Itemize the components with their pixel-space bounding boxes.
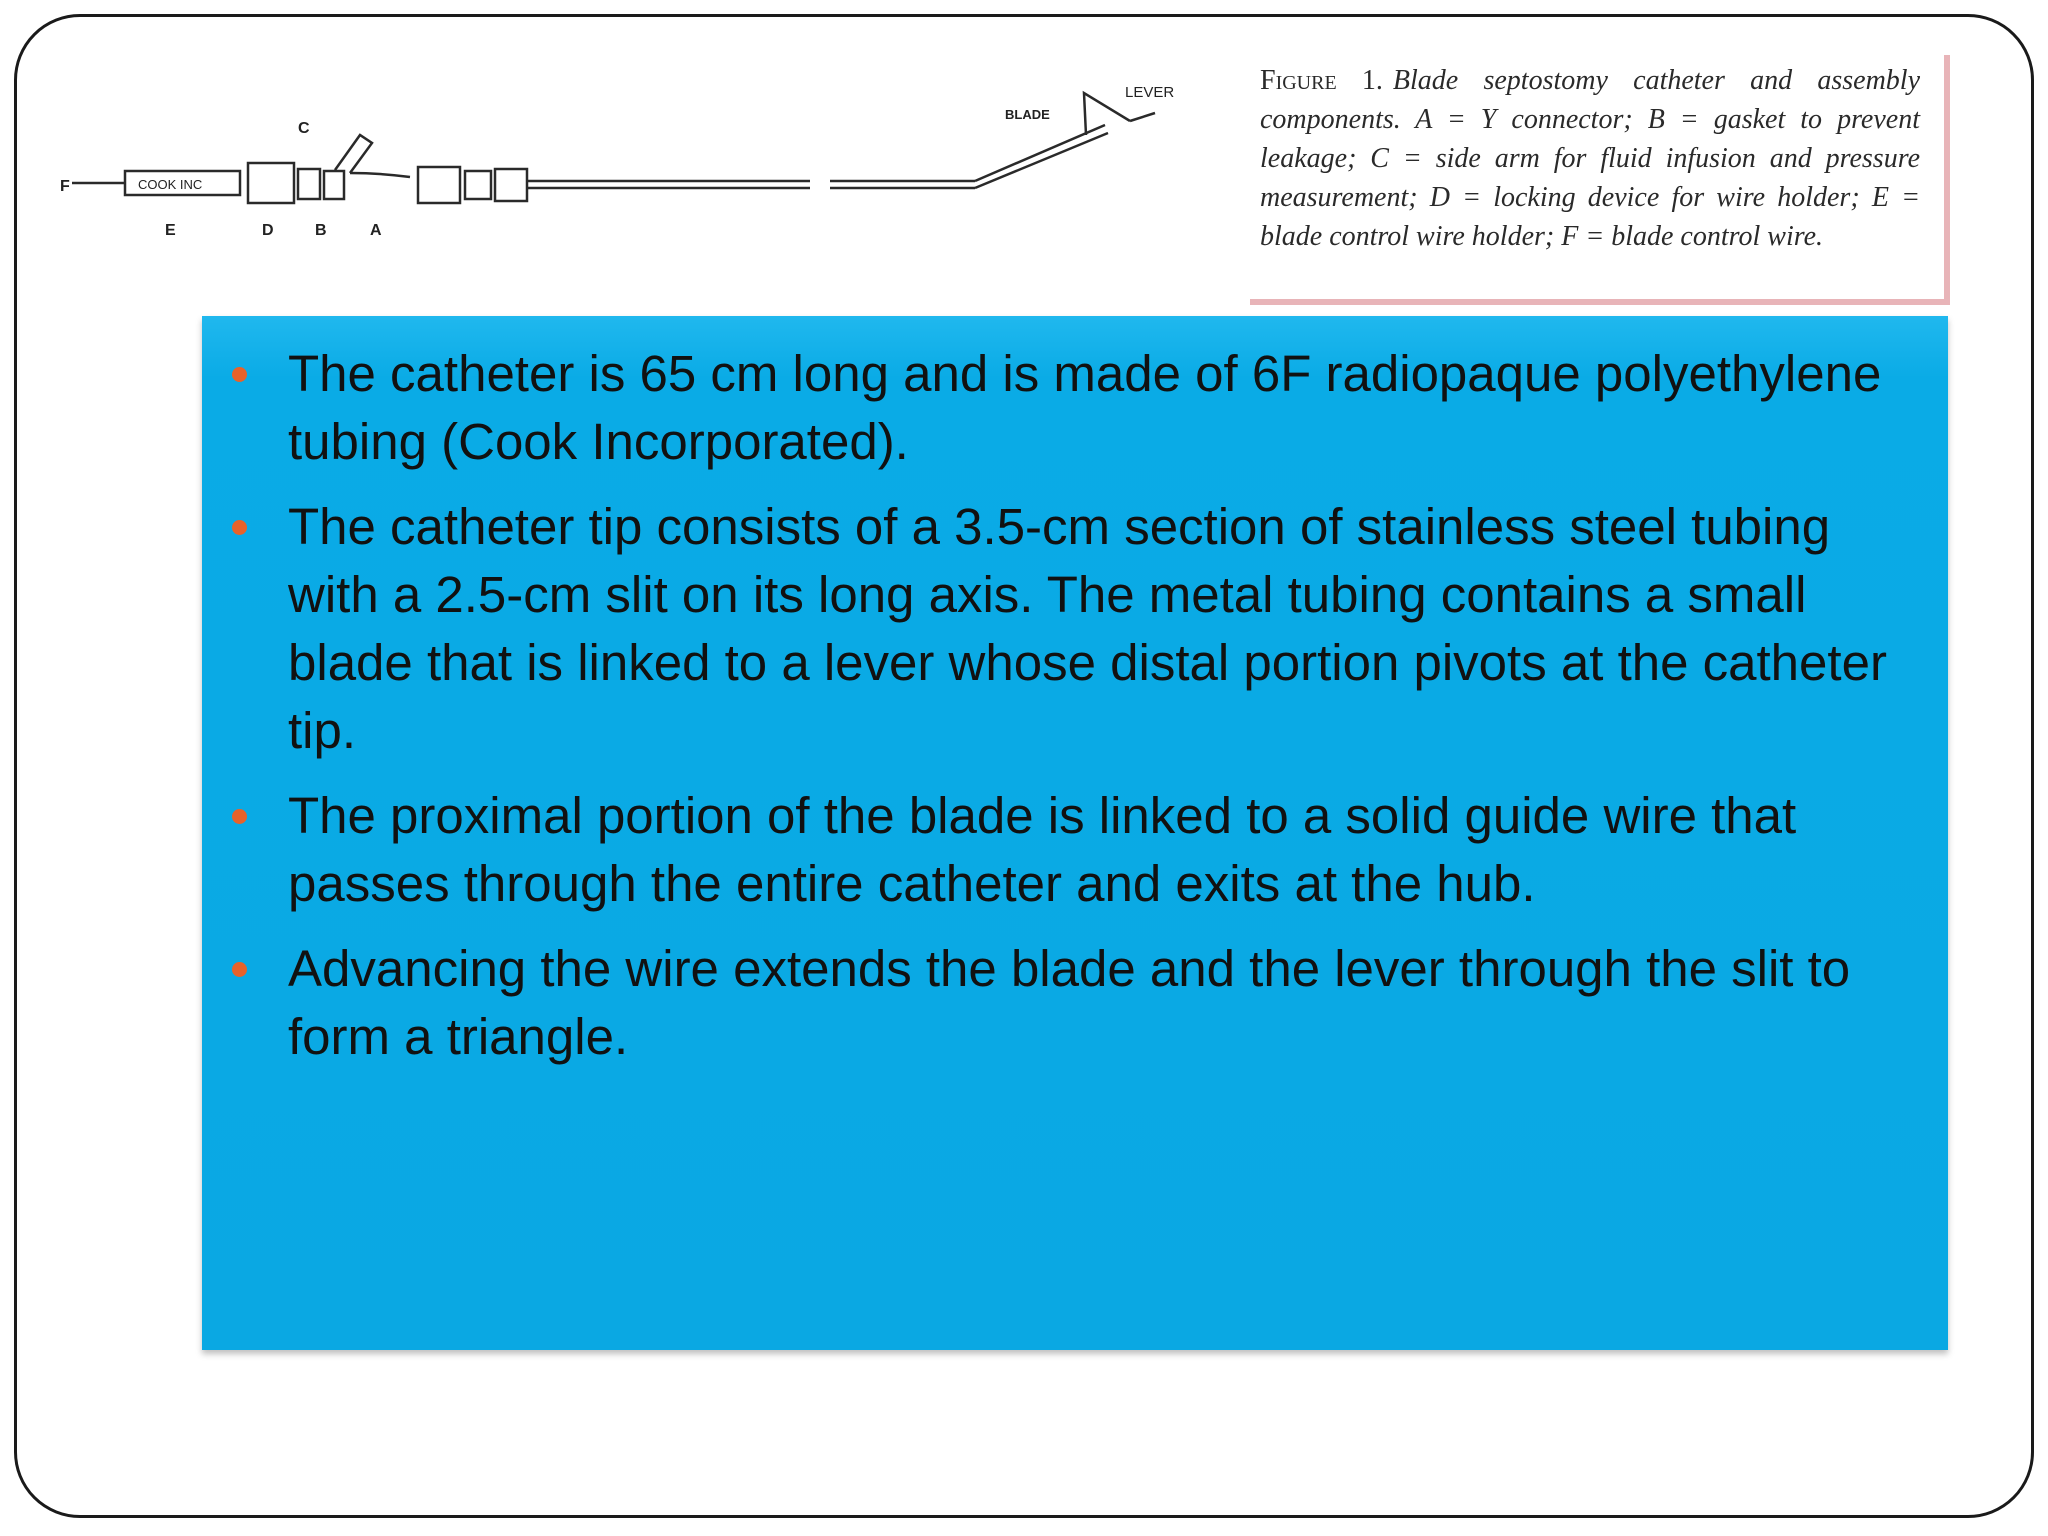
label-blade: BLADE: [1005, 107, 1050, 122]
bullet-text: The proximal portion of the blade is linked to a solid guide wire that passes through the entire catheter and exits at the hub.: [288, 787, 1797, 912]
bullet-text: Advancing the wire extends the blade and the lever through the slit to form a triangle.: [288, 940, 1851, 1065]
bullet-list: [288, 340, 1908, 1071]
bullet-icon: [232, 367, 247, 382]
catheter-diagram: [50, 55, 1250, 315]
bullet-item: [288, 340, 1908, 476]
figure-caption: [1250, 55, 1950, 305]
label-b: B: [315, 222, 327, 239]
label-e: E: [165, 222, 176, 239]
label-d: D: [262, 222, 274, 239]
label-f: F: [60, 178, 70, 195]
bullet-item: [288, 935, 1908, 1071]
bullet-text: The catheter tip consists of a 3.5-cm section of stainless steel tubing with a 2.5-cm slit on its long axis. The metal tubing contains a small blade that is linked to a lever whose distal portion pivots at the catheter tip.: [288, 498, 1887, 759]
label-lever: LEVER: [1125, 84, 1175, 101]
bullet-item: [288, 493, 1908, 765]
bullet-icon: [232, 520, 247, 535]
label-c: C: [298, 120, 310, 137]
figure-caption-label: Figure 1.: [1260, 65, 1383, 96]
label-cook-inc: COOK INC: [138, 177, 203, 192]
bullet-text: The catheter is 65 cm long and is made of 6F radiopaque polyethylene tubing (Cook Incorporated).: [288, 345, 1882, 470]
bullet-item: [288, 782, 1908, 918]
content-box: [202, 316, 1948, 1350]
figure-caption-text: Blade septostomy catheter and assembly components. A = Y connector; B = gasket to prevent leakage; C = side arm for fluid infusion and pressure measurement; D = locking device for wire holder; E = blade control wire holder; F = blade control wire.: [1260, 65, 1920, 252]
bullet-icon: [232, 962, 247, 977]
bullet-icon: [232, 809, 247, 824]
label-a: A: [370, 222, 382, 239]
